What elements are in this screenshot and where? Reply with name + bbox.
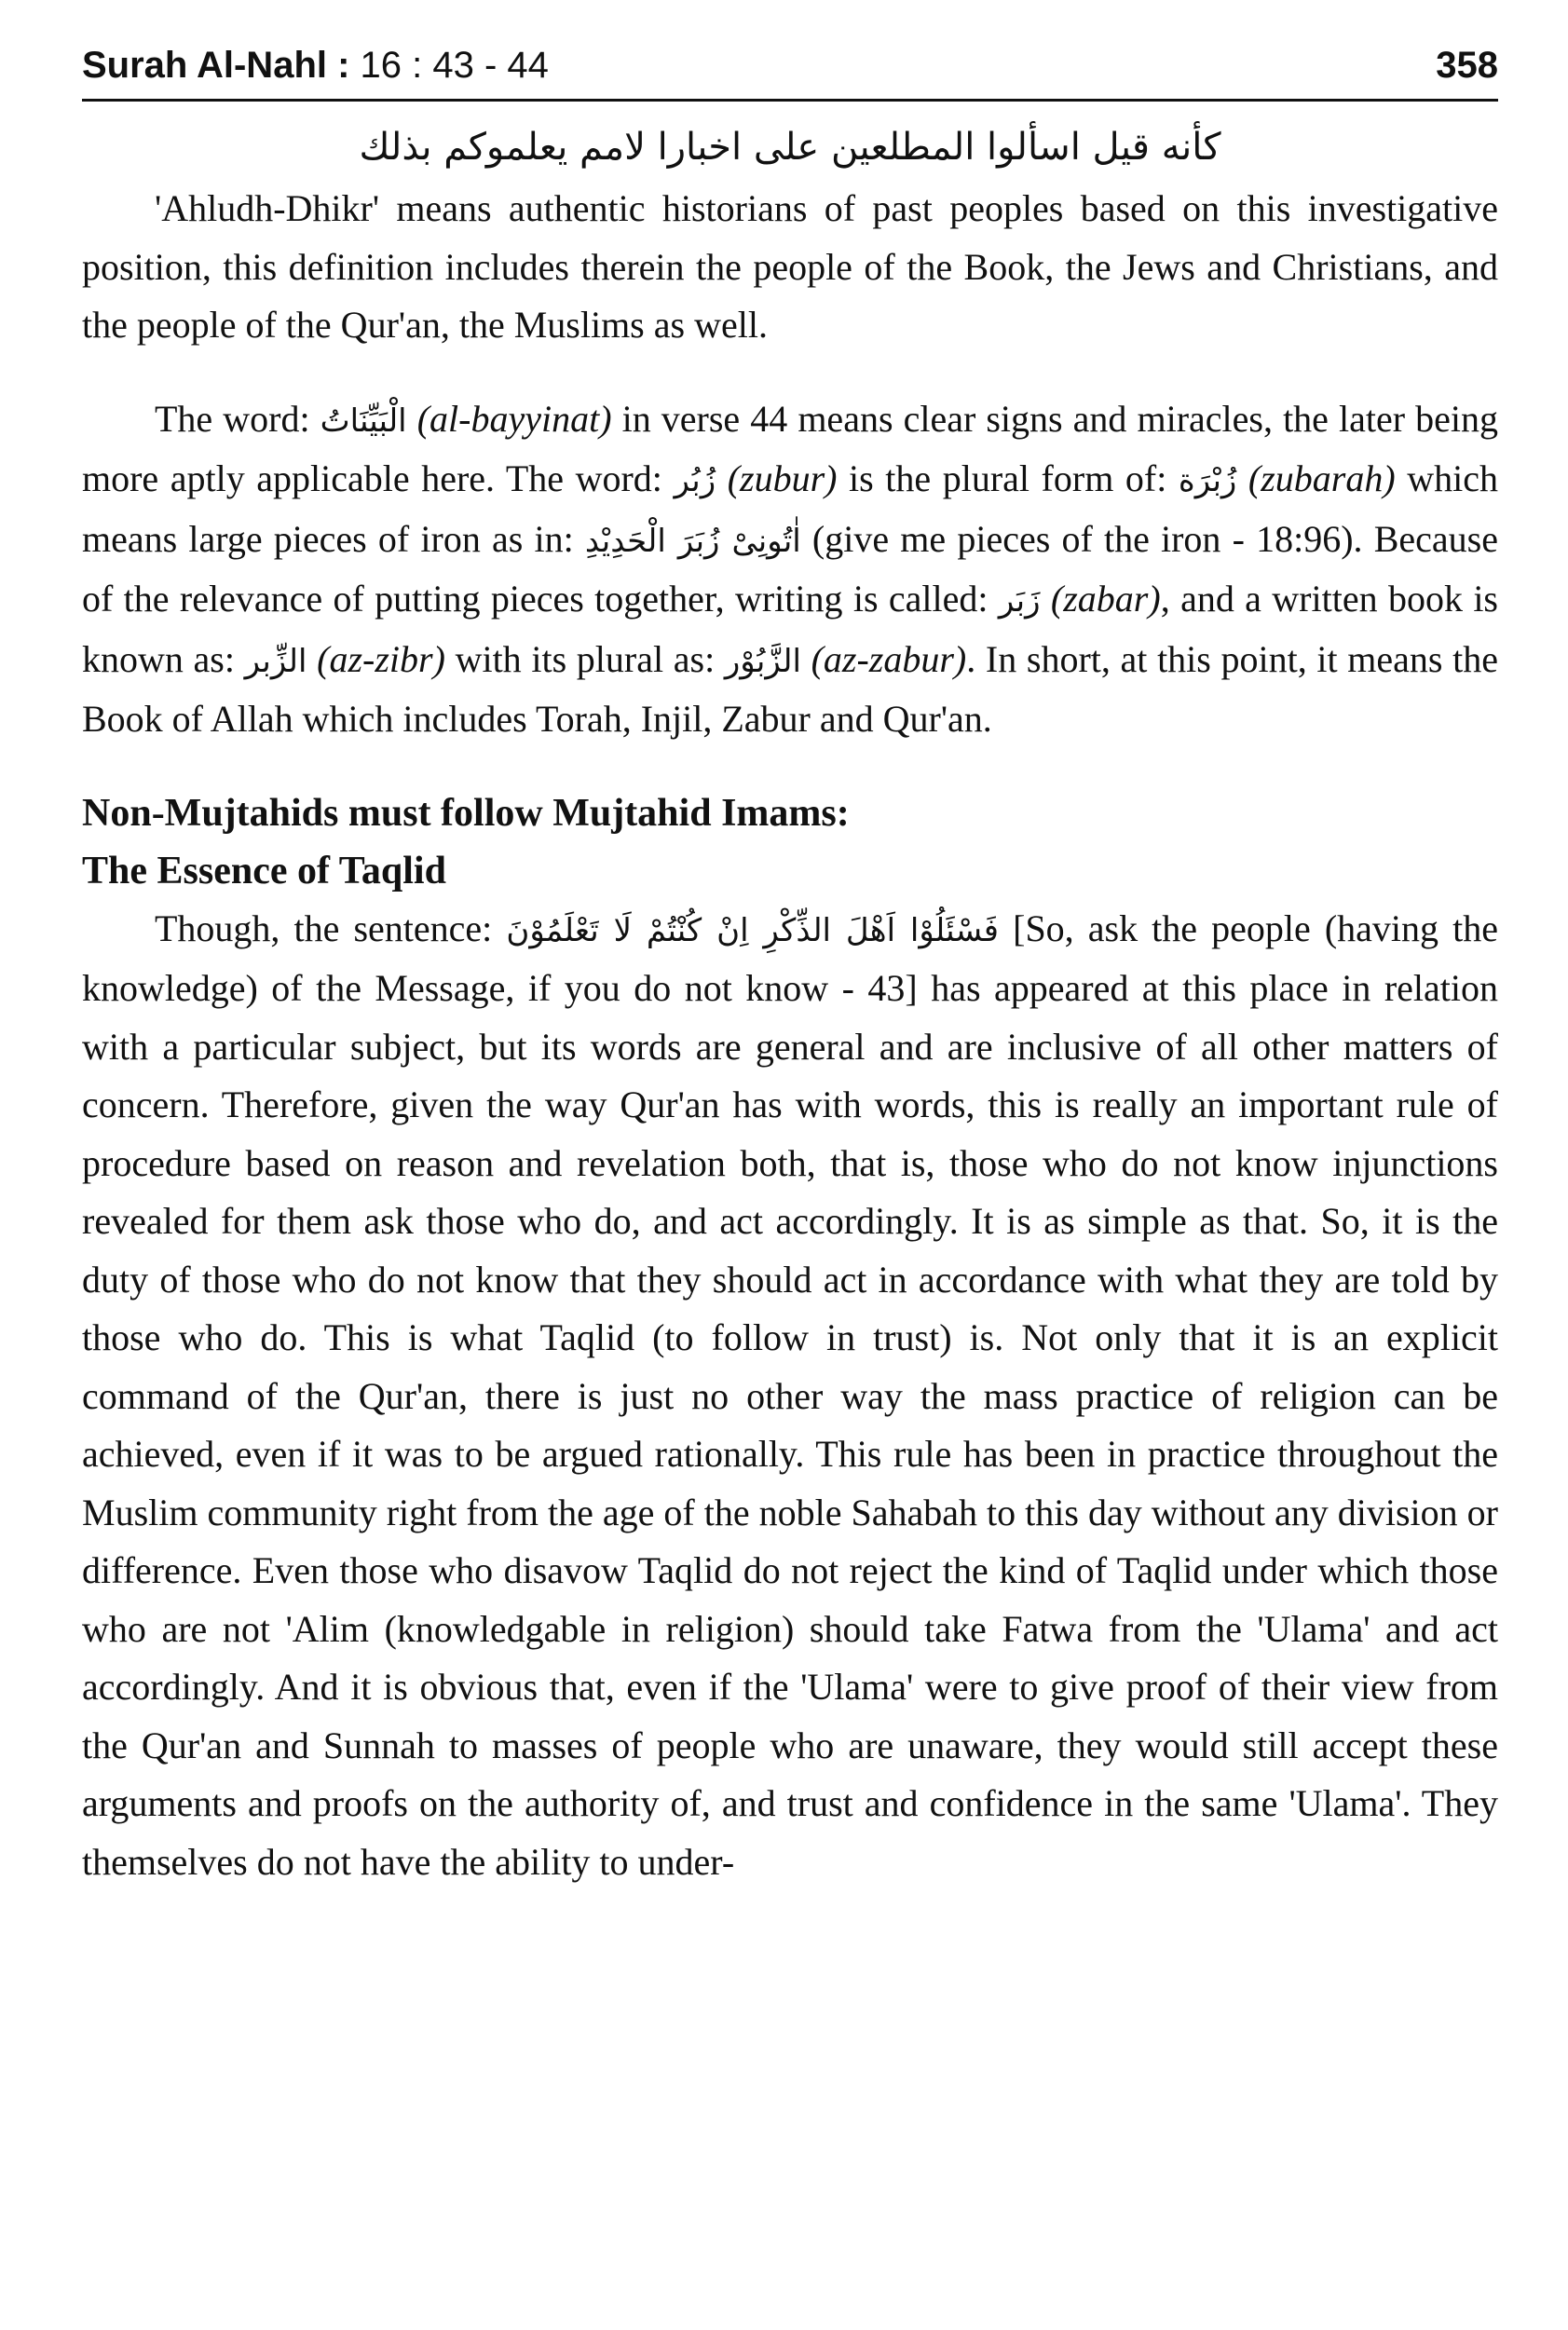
text-run: Though, the sentence: [155,906,507,949]
arabic-term: الزَّبُوْر [724,642,801,680]
paragraph-gap [82,355,1498,390]
surah-title: Surah Al-Nahl : [82,45,350,86]
paragraph-ahludh-dhikr: 'Ahludh-Dhikr' means authentic historians of past peoples based on this investigative position, this definition includes therein the people of the Book, the Jews and Christians, and the people of the Qur'an, the Muslims as well. [82,187,1498,346]
transliteration: (az-zabur) [811,637,967,680]
transliteration: (zubur) [727,457,838,499]
paragraph-taqlid [82,900,1498,1892]
text-run: [So, ask the people (having the knowledge) of the Message, if you do not know - 43] has appeared at this place in relation with a particular subject, but its words are general and are inclusive of all other matters of concern. Therefore, given the way Qur'an has with words, this is really an important rule of procedure based on reason and revelation both, that is, those who do not know injunctions revealed for them ask those who do, and act accordingly. It is as simple as that. So, it is the duty of those who do not know that they should act in accordance with what they are told by those who do. This is what Taqlid (to follow in trust) is. Not only that it is an explicit command of the Qur'an, there is just no other way the mass practice of religion can be achieved, even if it was to be argued rationally. This rule has been in practice throughout the Muslim community right from the age of the noble Sahabah to this day without any division or difference. Even those who disavow Taqlid do not reject the kind of Taqlid under which those who are not 'Alim (knowledgable in religion) should take Fatwa from the 'Ulama' and act accordingly. And it is obvious that, even if the 'Ulama' were to give proof of their view from the Qur'an and Sunnah to masses of people who are unaware, they would still accept these arguments and proofs on the authority of, and trust and confidence in the same 'Ulama'. They themselves do not have the ability to under- [82,906,1498,1883]
section-subheading: The Essence of Taqlid [82,849,446,892]
text-run: The word: [155,397,320,440]
text-run: which means large pieces of iron as in: [82,457,1498,560]
arabic-verse: فَسْئَلُوْا اَهْلَ الذِّكْرِ اِنْ كُنْتُمْ لَا تَعْلَمُوْنَ [506,911,1000,949]
arabic-quote: كأنه قيل اسألوا المطلعين على اخبارا لامم يعلموكم بذلك [359,126,1221,169]
transliteration: (zabar) [1050,578,1161,620]
book-page [82,37,1498,1891]
arabic-term: زُبُر [674,462,716,499]
running-header [82,37,1498,102]
text-run: with its plural as: [444,637,725,680]
text-run: is the plural form of: [837,457,1179,499]
paragraph-gap [82,749,1498,784]
body-text [82,180,1498,1891]
arabic-term: الْبَيِّنَاتُ [320,402,407,440]
arabic-term: اٰتُونِىْ زُبَرَ الْحَدِيْدِ [584,522,801,560]
text-run: (give me pieces of the iron - 18:96). Because of the relevance of putting pieces together, writing is called: [82,517,1498,620]
arabic-term: زُبْرَة [1178,462,1237,499]
text-run: in verse 44 means clear signs and miracles, the later being more aptly applicable here. The word: [82,397,1499,499]
text-run: , and a written book is known as: [82,578,1498,680]
verse-reference: 16 : 43 - 44 [360,45,549,86]
transliteration: (al-bayyinat) [416,397,612,440]
transliteration: (zubarah) [1248,457,1396,499]
paragraph-word-meanings [82,390,1498,749]
text-run: . In short, at this point, it means the Book of Allah which includes Torah, Injil, Zabur and Qur'an. [82,637,1499,740]
header-title [82,37,549,93]
page-number: 358 [1436,45,1498,86]
section-heading: Non-Mujtahids must follow Mujtahid Imams: [82,791,850,835]
transliteration: (az-zibr) [317,637,445,680]
arabic-term: الزِّبر [244,642,307,680]
arabic-term: زَبَر [998,582,1041,620]
